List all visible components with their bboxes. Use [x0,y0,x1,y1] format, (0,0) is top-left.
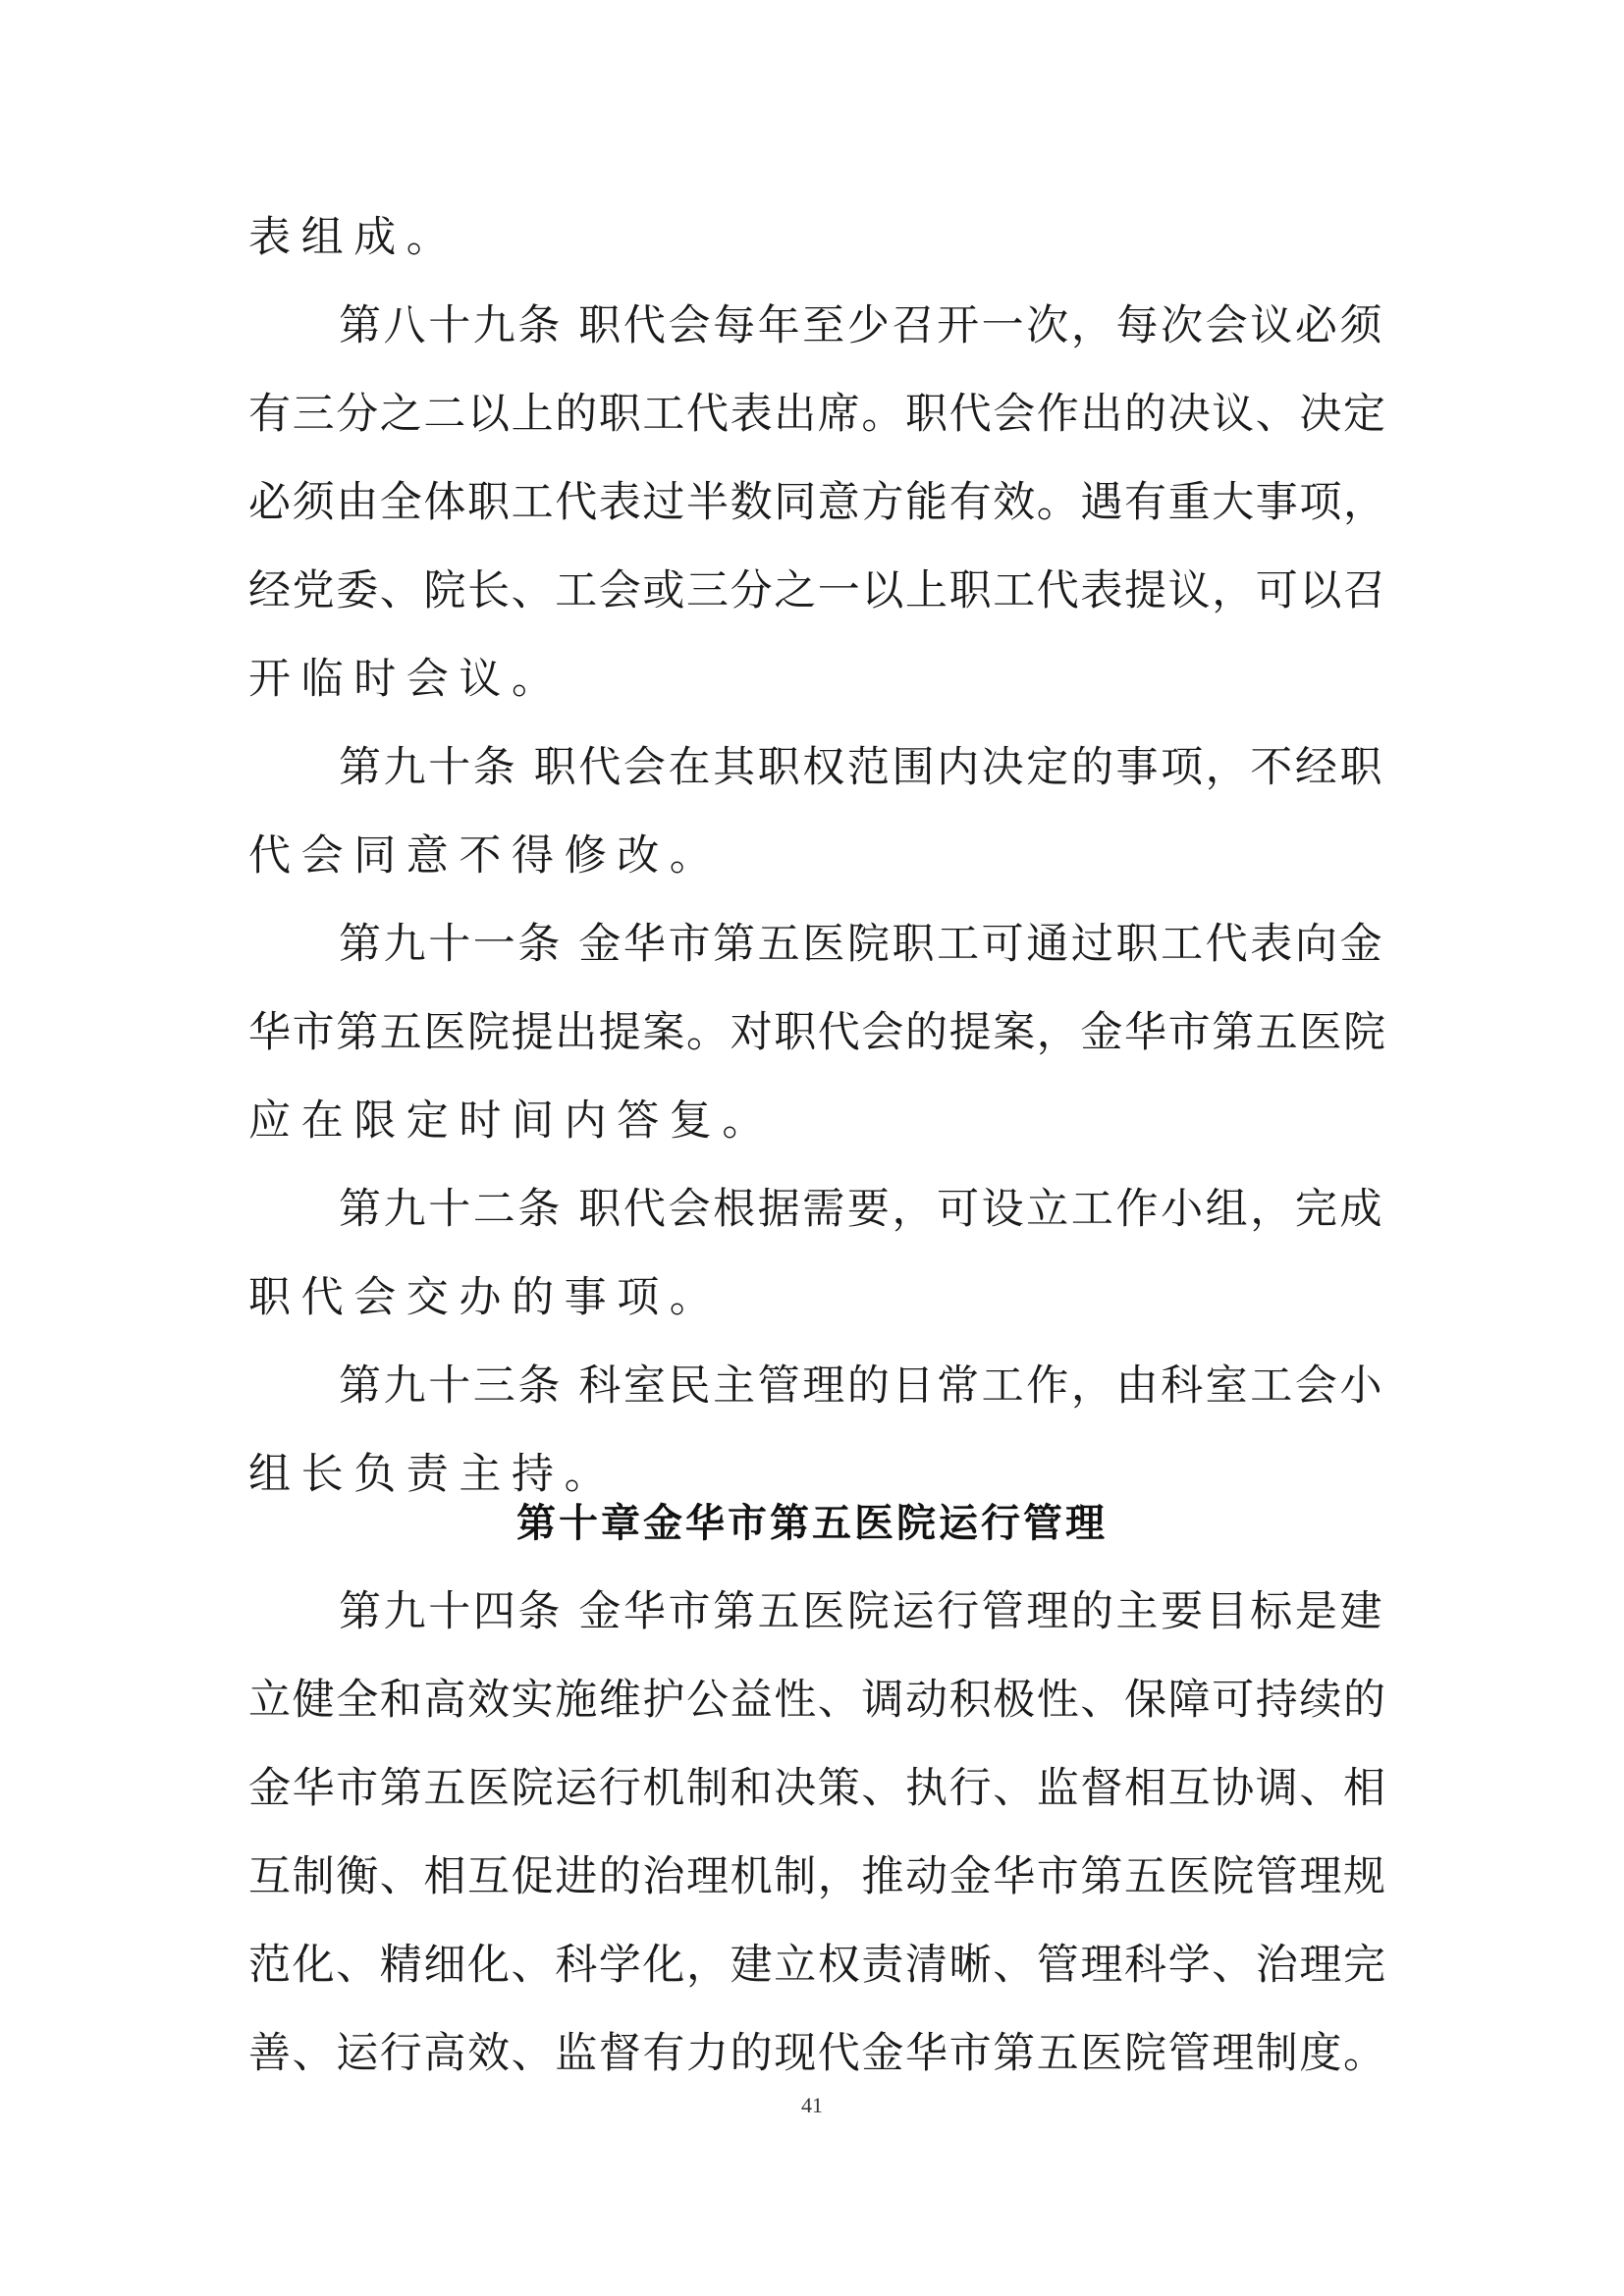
body-text-line: 经党委、院长、工会或三分之一以上职工代表提议，可以召 [248,566,1387,615]
article-89-start: 第八十九条 职代会每年至少召开一次，每次会议必须 [339,301,1385,350]
article-92-start: 第九十二条 职代会根据需要，可设立工作小组，完成 [339,1185,1385,1234]
chapter-heading: 第十章金华市第五医院运行管理 [516,1501,1108,1546]
body-text-line: 互制衡、相互促进的治理机制，推动金华市第五医院管理规 [248,1852,1387,1901]
body-text-line: 代会同意不得修改。 [248,831,723,881]
body-text-line: 华市第五医院提出提案。对职代会的提案，金华市第五医院 [248,1008,1387,1057]
page-number: 41 [801,2093,823,2117]
body-text-line: 组长负责主持。 [248,1450,618,1499]
article-94-start: 第九十四条 金华市第五医院运行管理的主要目标是建 [339,1587,1385,1636]
body-text-line: 必须由全体职工代表过半数同意方能有效。遇有重大事项， [248,478,1387,527]
article-91-start: 第九十一条 金华市第五医院职工可通过职工代表向金 [339,920,1385,969]
article-93-start: 第九十三条 科室民主管理的日常工作，由科室工会小 [339,1362,1385,1411]
body-text-line: 金华市第五医院运行机制和决策、执行、监督相互协调、相 [248,1764,1387,1813]
body-text-line: 善、运行高效、监督有力的现代金华市第五医院管理制度。 [248,2029,1387,2078]
body-text-line: 范化、精细化、科学化，建立权责清晰、管理科学、治理完 [248,1941,1387,1990]
body-text-line: 应在限定时间内答复。 [248,1096,775,1146]
body-text-line: 职代会交办的事项。 [248,1273,723,1322]
article-90-start: 第九十条 职代会在其职权范围内决定的事项，不经职 [339,743,1385,792]
body-text-line: 立健全和高效实施维护公益性、调动积极性、保障可持续的 [248,1676,1387,1725]
body-text-line: 开临时会议。 [248,655,565,704]
body-text-line: 有三分之二以上的职工代表出席。职代会作出的决议、决定 [248,390,1387,439]
body-text-line: 表组成。 [248,213,460,262]
